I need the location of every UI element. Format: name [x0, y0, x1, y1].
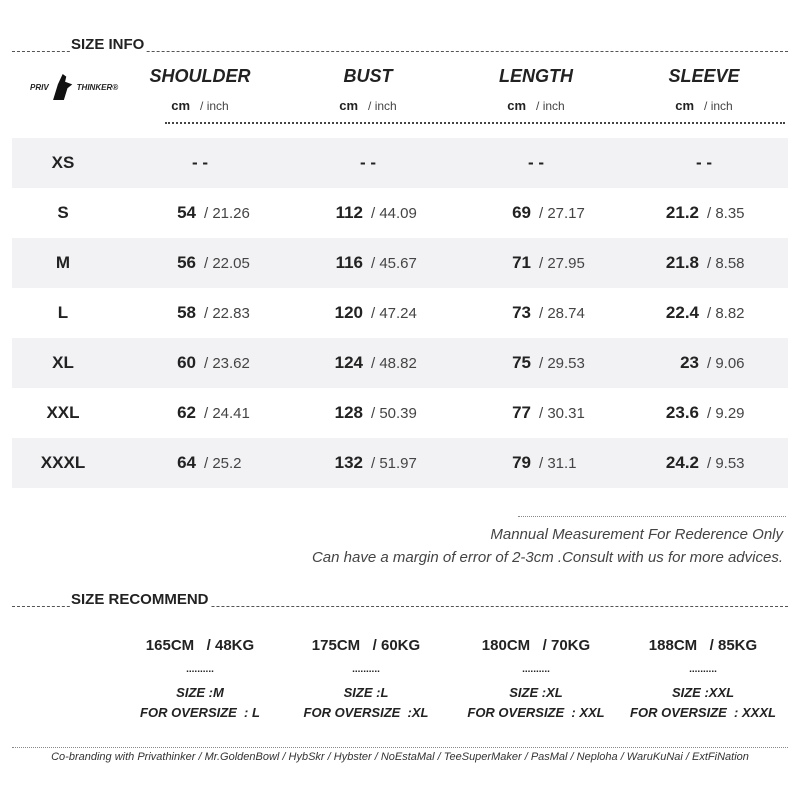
recommended-size: SIZE :L: [343, 685, 389, 700]
table-cell: 60 / 23.62: [177, 353, 250, 372]
size-label: XXXL: [40, 453, 86, 472]
table-cell: - -: [695, 153, 713, 172]
size-label: S: [57, 203, 69, 222]
oversize-recommendation: FOR OVERSIZE : L: [140, 705, 260, 720]
dots: ..........: [522, 664, 550, 675]
table-cell: 23 / 9.06: [680, 353, 745, 372]
recommended-size: SIZE :XL: [509, 685, 563, 700]
size-recommend-section-header: SIZE RECOMMEND: [12, 591, 788, 607]
height-weight: 165CM / 48KG: [145, 637, 255, 654]
recommended-size: SIZE :XXL: [671, 685, 735, 700]
column-header: LENGTH: [499, 66, 573, 86]
table-cell: 22.4 / 8.82: [665, 303, 745, 322]
measurement-note: Mannual Measurement For Rederence Only: [490, 526, 783, 543]
table-cell: 71 / 27.95: [512, 253, 585, 272]
table-cell: 21.8 / 8.58: [665, 253, 745, 272]
table-cell: 112 / 44.09: [335, 203, 417, 222]
table-cell: - -: [359, 153, 377, 172]
height-weight: 180CM / 70KG: [481, 637, 591, 654]
divider: [12, 747, 788, 748]
table-cell: 124 / 48.82: [334, 353, 417, 372]
size-label: L: [57, 303, 69, 322]
table-cell: 64 / 25.2: [177, 453, 242, 472]
table-cell: 21.2 / 8.35: [665, 203, 745, 222]
table-row: [12, 138, 788, 188]
size-label: XL: [52, 353, 74, 372]
size-label: M: [55, 253, 71, 272]
brand-logo: PRIV THINKER®: [30, 74, 130, 100]
height-weight: 188CM / 85KG: [648, 637, 758, 654]
size-label: XS: [51, 153, 75, 172]
table-row: [12, 288, 788, 338]
column-header: SLEEVE: [668, 66, 740, 86]
column-header: BUST: [343, 66, 393, 86]
table-cell: 69 / 27.17: [512, 203, 585, 222]
size-label: XXL: [46, 403, 80, 422]
table-cell: 56 / 22.05: [177, 253, 250, 272]
unit-label: cm / inch: [339, 98, 397, 113]
table-cell: 62 / 24.41: [177, 403, 250, 422]
table-cell: 116 / 45.67: [335, 253, 417, 272]
table-cell: 132 / 51.97: [334, 453, 417, 472]
table-cell: 23.6 / 9.29: [665, 403, 745, 422]
table-row: [12, 188, 788, 238]
height-weight: 175CM / 60KG: [311, 637, 421, 654]
size-info-section-header: SIZE INFO: [12, 36, 788, 52]
dots: ..........: [689, 664, 717, 675]
table-cell: 54 / 21.26: [177, 203, 250, 222]
table-cell: 24.2 / 9.53: [665, 453, 745, 472]
unit-label: cm / inch: [507, 98, 565, 113]
dots: ..........: [186, 664, 214, 675]
table-cell: - -: [191, 153, 209, 172]
table-cell: 73 / 28.74: [512, 303, 585, 322]
oversize-recommendation: FOR OVERSIZE :XL: [303, 705, 429, 720]
table-cell: - -: [527, 153, 545, 172]
oversize-recommendation: FOR OVERSIZE : XXXL: [630, 705, 776, 720]
divider: [518, 516, 786, 517]
table-row: [12, 338, 788, 388]
table-cell: 120 / 47.24: [334, 303, 417, 322]
table-cell: 58 / 22.83: [177, 303, 250, 322]
table-cell: 77 / 30.31: [512, 403, 585, 422]
column-header: SHOULDER: [149, 66, 251, 86]
table-cell: 128 / 50.39: [334, 403, 417, 422]
recommended-size: SIZE :M: [176, 685, 224, 700]
oversize-recommendation: FOR OVERSIZE : XXL: [467, 705, 605, 720]
table-row: [12, 438, 788, 488]
margin-note: Can have a margin of error of 2-3cm .Consult with us for more advices.: [311, 549, 783, 566]
unit-label: cm / inch: [171, 98, 229, 113]
co-branding-footer: Co-branding with Privathinker / Mr.GoldenBowl / HybSkr / Hybster / NoEstaMal / TeeSuperMaker / PasMal / Neploha / WaruKuNai / ExtFiNation: [51, 751, 749, 763]
divider: [165, 122, 785, 124]
table-row: [12, 388, 788, 438]
table-cell: 79 / 31.1: [512, 453, 577, 472]
unit-label: cm / inch: [675, 98, 733, 113]
dots: ..........: [352, 664, 380, 675]
table-row: [12, 238, 788, 288]
table-cell: 75 / 29.53: [512, 353, 585, 372]
